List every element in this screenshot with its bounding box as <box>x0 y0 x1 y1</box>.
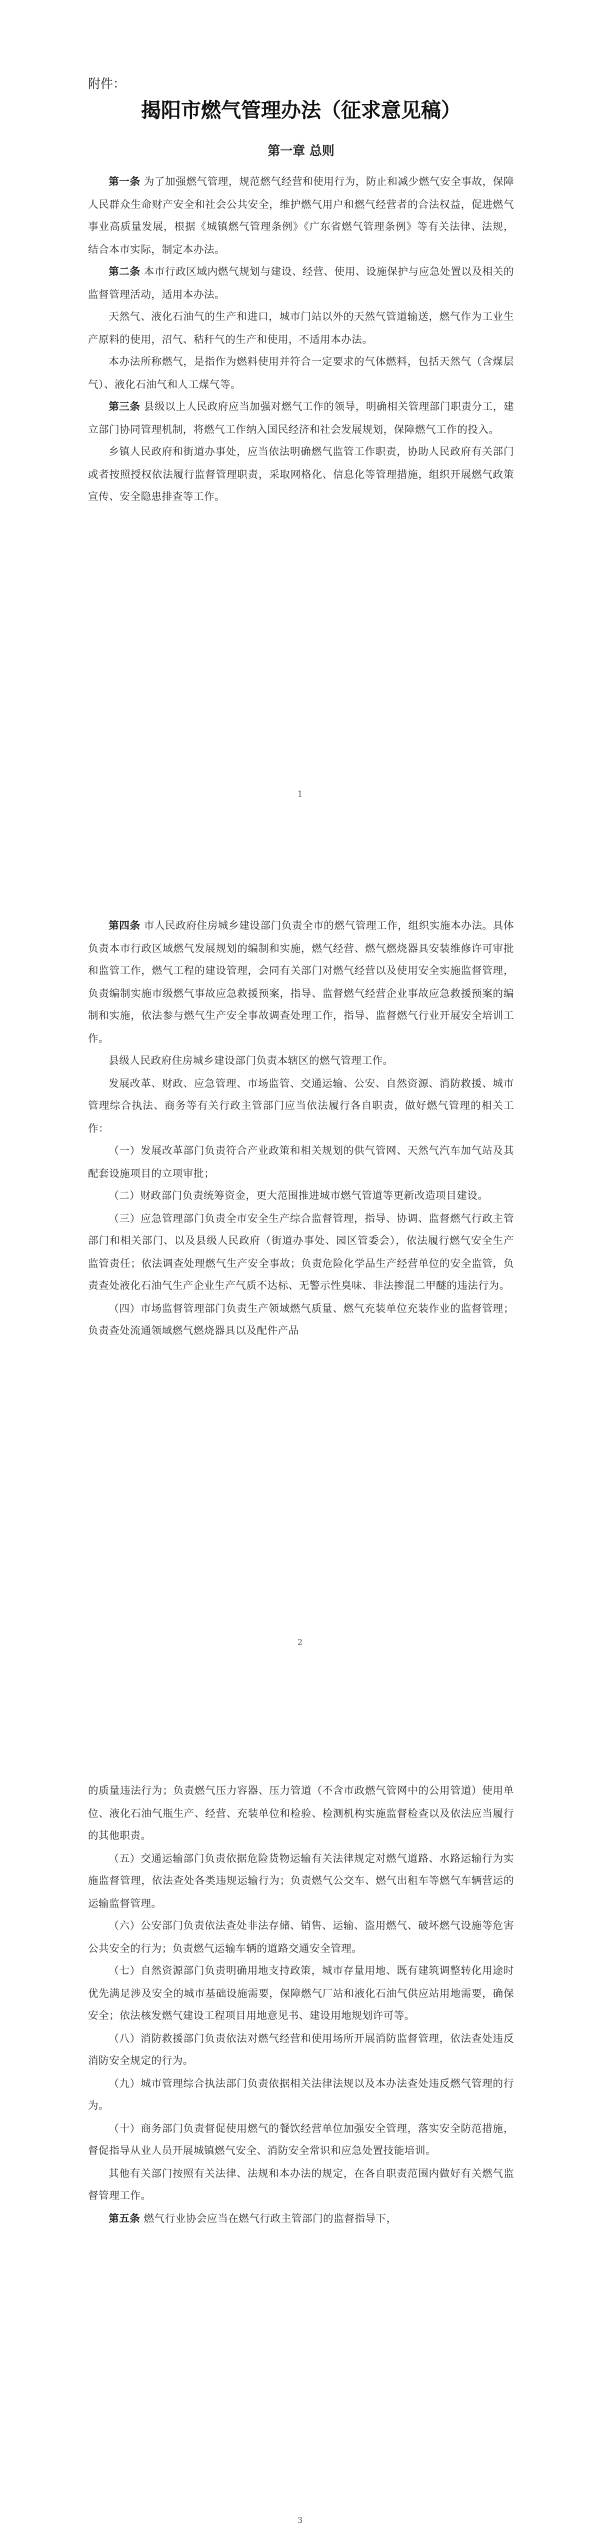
body-paragraph <box>88 2073 514 2118</box>
paragraph-text: （九）城市管理综合执法部门负责依据相关法律法规以及本办法查处违反燃气管理的行为。 <box>88 2077 514 2112</box>
article-paragraph <box>88 261 514 306</box>
page-3-body <box>88 1780 514 2230</box>
paragraph-text: （四）市场监督管理部门负责生产领域燃气质量、燃气充装单位充装作业的监督管理；负责查处流通领域燃气燃烧器具以及配件产品 <box>88 1302 514 1337</box>
paragraph-text: （五）交通运输部门负责依据危险货物运输有关法律规定对燃气道路、水路运输行为实施监督管理，依法查处各类违规运输行为；负责燃气公交车、燃气出租车等燃气车辆营运的运输监督管理。 <box>88 1852 514 1910</box>
article-paragraph <box>88 2208 514 2231</box>
article-paragraph <box>88 396 514 441</box>
paragraph-text: （三）应急管理部门负责全市安全生产综合监督管理，指导、协调、监督燃气行政主管部门和相关部门、以及县级人民政府（街道办事处、园区管委会），依法履行燃气安全生产监管责任；依法调查处理燃气生产安全事故；负责危险化学品生产经营单位的安全监管，负责查处液化石油气生产企业生产气质不达标、无警示性臭味、非法掺混二甲醚的违法行为。 <box>88 1212 514 1292</box>
paragraph-text: （二）财政部门负责统筹资金，更大范围推进城市燃气管道等更新改造项目建设。 <box>108 1190 489 1202</box>
body-paragraph <box>88 1960 514 2028</box>
body-paragraph <box>88 1915 514 1960</box>
page-1-body <box>88 171 514 509</box>
page-1-content <box>88 74 514 509</box>
annex-label: 附件： <box>88 76 126 91</box>
body-paragraph <box>88 1298 514 1343</box>
paragraph-text: （七）自然资源部门负责明确用地支持政策，城市存量用地、既有建筑调整转化用途时优先满足涉及安全的城市基础设施需要，保障燃气厂站和液化石油气供应站用地需要，确保安全；依法核发燃气建设工程项目用地意见书、建设用地规划许可等。 <box>88 1965 514 2022</box>
paragraph-text: 本市行政区域内燃气规划与建设、经营、使用、设施保护与应急处置以及相关的监督管理活动，适用本办法。 <box>88 266 515 301</box>
document-page-3 <box>0 1680 600 2546</box>
paragraph-text: 发展改革、财政、应急管理、市场监管、交通运输、公安、自然资源、消防救援、城市管理综合执法、商务等有关行政主管部门应当依法履行各自职责，做好燃气管理的相关工作： <box>88 1077 514 1135</box>
body-paragraph <box>88 1848 514 1916</box>
paragraph-text: 县级人民政府住房城乡建设部门负责本辖区的燃气管理工作。 <box>108 1055 394 1067</box>
article-number: 第二条 <box>108 266 141 278</box>
paragraph-text: 本办法所称燃气，是指作为燃料使用并符合一定要求的气体燃料，包括天然气（含煤层气）、液化石油气和人工煤气等。 <box>88 356 514 391</box>
article-paragraph <box>88 171 514 261</box>
body-paragraph <box>88 306 514 351</box>
paragraph-text: 为了加强燃气管理，规范燃气经营和使用行为，防止和减少燃气安全事故，保障人民群众生命财产安全和社会公共安全，维护燃气用户和燃气经营者的合法权益，促进燃气事业高质量发展，根据《城镇燃气管理条例》《广东省燃气管理条例》等有关法律、法规，结合本市实际，制定本办法。 <box>88 176 515 256</box>
paragraph-text: 乡镇人民政府和街道办事处，应当依法明确燃气监管工作职责，协助人民政府有关部门或者按照授权依法履行监督管理职责，采取网格化、信息化等管理措施，组织开展燃气政策宣传、安全隐患排查等工作。 <box>88 446 514 503</box>
article-number: 第一条 <box>108 176 141 188</box>
page-3-content <box>88 1780 514 2230</box>
paragraph-text: 的质量违法行为；负责燃气压力容器、压力管道（不含市政燃气管网中的公用管道）使用单位、液化石油气瓶生产、经营、充装单位和检验、检测机构实施监督检查以及依法应当履行的其他职责。 <box>88 1785 514 1842</box>
body-paragraph <box>88 1140 514 1185</box>
body-paragraph <box>88 2163 514 2208</box>
body-paragraph <box>88 1208 514 1298</box>
paragraph-text: 天然气、液化石油气的生产和进口，城市门站以外的天然气管道输送，燃气作为工业生产原料的使用，沼气、秸秆气的生产和使用，不适用本办法。 <box>88 311 514 346</box>
page-number: 2 <box>297 1638 303 1647</box>
chapter-heading: 第一章 总则 <box>267 143 335 158</box>
body-paragraph <box>88 1780 514 1848</box>
document-title: 揭阳市燃气管理办法（征求意见稿） <box>141 98 461 122</box>
paragraph-text: （十）商务部门负责督促使用燃气的餐饮经营单位加强安全管理，落实安全防范措施，督促指导从业人员开展城镇燃气安全、消防安全常识和应急处置技能培训。 <box>88 2122 514 2157</box>
body-paragraph <box>88 1185 514 1208</box>
page-2-body <box>88 915 514 1343</box>
body-paragraph <box>88 1073 514 1141</box>
document-page-2 <box>0 820 600 1680</box>
page-number: 1 <box>297 790 303 799</box>
body-paragraph <box>88 1050 514 1073</box>
page-number: 3 <box>297 2516 303 2525</box>
article-paragraph <box>88 915 514 1050</box>
article-number: 第四条 <box>108 920 141 932</box>
article-number: 第五条 <box>108 2212 141 2225</box>
article-number: 第三条 <box>108 401 141 413</box>
body-paragraph <box>88 2028 514 2073</box>
document-page-1 <box>0 0 600 820</box>
paragraph-text: 其他有关部门按照有关法律、法规和本办法的规定，在各自职责范围内做好有关燃气监督管理工作。 <box>88 2167 514 2202</box>
paragraph-text: 县级以上人民政府应当加强对燃气工作的领导，明确相关管理部门职责分工，建立部门协同管理机制，将燃气工作纳入国民经济和社会发展规划，保障燃气工作的投入。 <box>88 401 515 436</box>
body-paragraph <box>88 351 514 396</box>
paragraph-text: （一）发展改革部门负责符合产业政策和相关规划的供气管网、天然气汽车加气站及其配套设施项目的立项审批； <box>88 1145 514 1180</box>
body-paragraph <box>88 441 514 509</box>
paragraph-text: （六）公安部门负责依法查处非法存储、销售、运输、盗用燃气、破坏燃气设施等危害公共安全的行为；负责燃气运输车辆的道路交通安全管理。 <box>88 1920 514 1955</box>
paragraph-text: （八）消防救援部门负责依法对燃气经营和使用场所开展消防监督管理，依法查处违反消防安全规定的行为。 <box>88 2032 514 2067</box>
paragraph-text: 市人民政府住房城乡建设部门负责全市的燃气管理工作，组织实施本办法。具体负责本市行政区域燃气发展规划的编制和实施，燃气经营、燃气燃烧器具安装维修许可审批和监管工作，燃气工程的建设管理，会同有关部门对燃气经营以及使用安全实施监督管理，负责编制实施市级燃气事故应急救援预案，指导、监督燃气经营企业事故应急救援预案的编制和实施，依法参与燃气生产安全事故调查处理工作，指导、监督燃气行业开展安全培训工作。 <box>88 920 515 1045</box>
page-2-content <box>88 915 514 1343</box>
paragraph-text: 燃气行业协会应当在燃气行政主管部门的监督指导下， <box>143 2212 397 2225</box>
body-paragraph <box>88 2118 514 2163</box>
